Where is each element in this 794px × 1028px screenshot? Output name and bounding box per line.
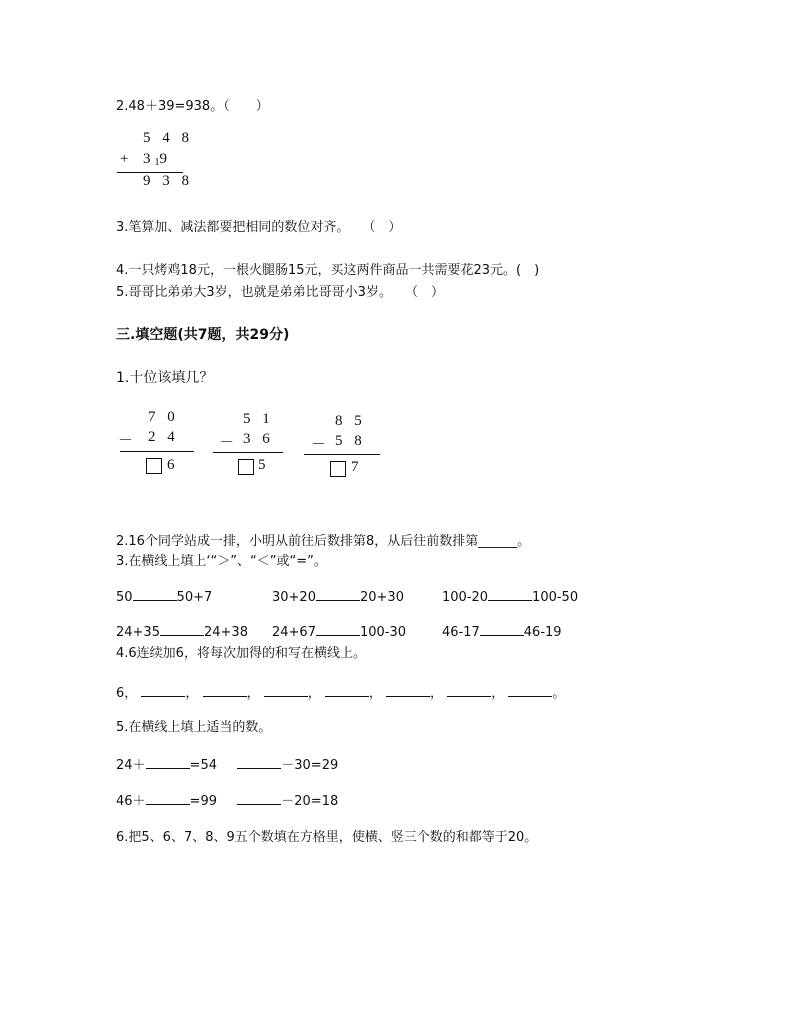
compare-item — [116, 588, 212, 605]
compare-right: 50+7 — [176, 590, 213, 605]
sequence-start: 6， — [116, 686, 138, 701]
problem-divider-line — [213, 452, 283, 453]
judge-q2-text: 2.48＋39=938。（ ） — [116, 99, 269, 114]
answer-box[interactable] — [330, 461, 346, 477]
problem-bottom-number: 5 8 — [335, 433, 366, 449]
calc-result: 9 3 8 — [143, 173, 193, 189]
calc-carry-mark: 1 — [154, 157, 160, 168]
eq-suffix: =54 — [189, 758, 217, 773]
judge-q5-text: 5.哥哥比弟弟大3岁，也就是弟弟比哥哥小3岁。 （ ） — [116, 285, 444, 300]
compare-right: 100-30 — [359, 625, 407, 640]
compare-blank[interactable] — [488, 588, 532, 601]
sequence-blank[interactable] — [264, 684, 308, 697]
fill-q5-row-2 — [116, 790, 338, 809]
answer-box[interactable] — [238, 459, 254, 475]
sequence-sep: ， — [246, 686, 260, 701]
problem-bottom-number: 2 4 — [148, 429, 179, 445]
compare-left: 30+20 — [272, 590, 316, 605]
compare-right: 46-19 — [523, 625, 562, 640]
section-heading: 三.填空题(共7题，共29分) — [116, 327, 290, 343]
compare-left: 100-20 — [442, 590, 489, 605]
calc-second-ones: 9 — [159, 151, 171, 167]
compare-left: 46-17 — [442, 625, 480, 640]
sequence-sep: ， — [368, 686, 382, 701]
compare-blank[interactable] — [480, 623, 524, 636]
problem-minus-sign: － — [219, 435, 239, 451]
compare-blank[interactable] — [316, 588, 360, 601]
problem-top-number: 8 5 — [335, 413, 366, 429]
sequence-blank[interactable] — [386, 684, 430, 697]
compare-right: 24+38 — [203, 625, 248, 640]
problem-minus-sign: － — [311, 437, 331, 453]
sequence-blank[interactable] — [447, 684, 491, 697]
fill-q2-text: 2.16个同学站成一排，小明从前往后数排第8，从后往前数排第______。 — [116, 534, 531, 549]
eq-prefix: 46＋ — [116, 794, 146, 809]
judge-q3-text: 3.笔算加、减法都要把相同的数位对齐。 （ ） — [116, 220, 402, 235]
problem-ones-digit: 5 — [258, 457, 270, 473]
eq-blank[interactable] — [237, 756, 281, 769]
sequence-sep: ， — [307, 686, 321, 701]
sequence-blank[interactable] — [325, 684, 369, 697]
problem-top-number: 7 0 — [148, 409, 179, 425]
calc-plus-sign: + — [120, 151, 133, 167]
sequence-blank[interactable] — [203, 684, 247, 697]
eq-suffix: =99 — [189, 794, 217, 809]
problem-minus-sign: － — [118, 433, 138, 449]
fill-q6-text: 6.把5、6、7、8、9五个数填在方格里，使横、竖三个数的和都等于20。 — [116, 830, 538, 845]
compare-item — [272, 588, 404, 605]
compare-left: 24+35 — [116, 625, 160, 640]
problem-ones-digit: 7 — [351, 459, 363, 475]
eq-blank[interactable] — [146, 792, 190, 805]
calc-second-number — [143, 151, 171, 168]
sequence-sep: ， — [430, 686, 444, 701]
eq-blank[interactable] — [237, 792, 281, 805]
compare-right: 20+30 — [359, 590, 404, 605]
fill-q3-text: 3.在横线上填上‘“＞”、“＜”或“=”。 — [116, 554, 327, 569]
problem-divider-line — [120, 451, 194, 452]
problem-divider-line — [304, 454, 380, 455]
compare-blank[interactable] — [316, 623, 360, 636]
eq-suffix: －20=18 — [281, 794, 339, 809]
compare-item — [116, 623, 248, 640]
sequence-blank[interactable] — [508, 684, 552, 697]
sequence-sep: ， — [185, 686, 199, 701]
problem-top-number: 5 1 — [243, 411, 274, 427]
compare-blank[interactable] — [160, 623, 204, 636]
compare-item — [442, 623, 562, 640]
eq-suffix: －30=29 — [281, 758, 339, 773]
compare-item — [442, 588, 578, 605]
calc-top-number: 5 4 8 — [143, 130, 193, 146]
compare-blank[interactable] — [133, 588, 177, 601]
compare-left: 24+67 — [272, 625, 316, 640]
compare-left: 50 — [116, 590, 133, 605]
fill-q1-text: 1.十位该填几？ — [116, 370, 214, 386]
sequence-sep: ， — [491, 686, 505, 701]
problem-ones-digit: 6 — [167, 457, 179, 473]
problem-bottom-number: 3 6 — [243, 431, 274, 447]
judge-q4-text: 4.一只烤鸡18元，一根火腿肠15元，买这两件商品一共需要花23元。( ) — [116, 263, 540, 278]
fill-q5-text: 5.在横线上填上适当的数。 — [116, 720, 272, 735]
answer-box[interactable] — [146, 458, 162, 474]
eq-blank[interactable] — [146, 756, 190, 769]
calc-second-tens: 3 — [143, 151, 155, 167]
fill-q4-sequence — [116, 682, 565, 701]
compare-right: 100-50 — [532, 590, 579, 605]
sequence-blank[interactable] — [141, 684, 185, 697]
compare-item — [272, 623, 406, 640]
fill-q5-row-1 — [116, 754, 338, 773]
sequence-end: 。 — [552, 686, 566, 701]
eq-prefix: 24＋ — [116, 758, 146, 773]
fill-q4-text: 4.6连续加6，将每次加得的和写在横线上。 — [116, 646, 366, 661]
